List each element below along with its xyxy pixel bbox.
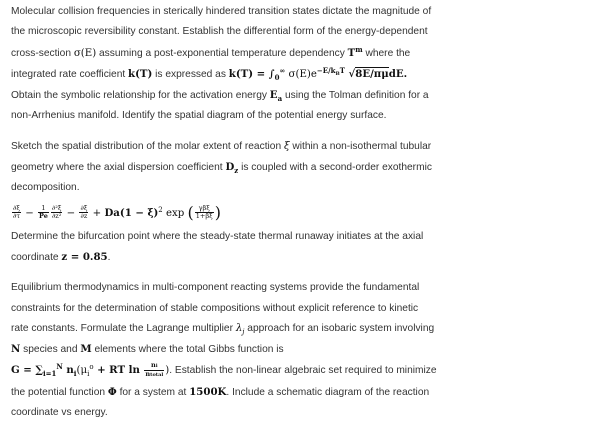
p1-line-6: non-Arrhenius manifold. Identify the spatial diagram of the potential energy surface. (11, 110, 387, 122)
p3-line-2: coordinate z = 0.85. (11, 250, 111, 263)
cross-section-symbol: σ(E) (73, 47, 97, 59)
p4-line-3: rate constants. Formulate the Lagrange multiplier $\lambda_j$ approach for an isobaric system involving (11, 322, 435, 336)
paragraph-collision-frequencies (11, 2, 583, 127)
dispersion-symbol: $D_z$ (225, 161, 239, 176)
element-count-symbol: M (80, 343, 92, 356)
species-count-symbol: N (11, 343, 21, 356)
paragraph-gap (11, 127, 583, 137)
eq-frac-exponent: $\frac{\text{γβξ}}{1+\beta\xi}$ (195, 204, 213, 221)
temperature-power-symbol: $T^m$ (347, 44, 363, 59)
p1-line-1: Molecular collision frequencies in sterically hindered transition states dictate the magnitude of (11, 6, 432, 17)
p4-line-5: $G = \sum_{i=1}^N$ $n_i(\mu_i^o$ + RT ln $\frac{ni}{\text{ntotal}}$ ). Establish the non-linear algebraic set required to minimize (11, 360, 437, 379)
paragraph-gibbs-minimization (11, 278, 583, 423)
document-page (11, 2, 583, 423)
paragraph-tubular-reactor (11, 137, 583, 199)
p4-line-2: constraints for the determination of stable compositions without explicit reference to kinetic (11, 302, 419, 314)
p1-line-5: Obtain the symbolic relationship for the activation energy $E_a$ using the Tolman definition for a (11, 89, 429, 104)
eq-frac-one-over-pe: $\frac{1}{Pe}$ (39, 204, 48, 221)
p1-line-4: integrated rate coefficient k(T) is expressed as $k(T) = \int_0^\infty$ $\sigma(E)e^{-E/kBT}$ √8E/πμdE. (11, 65, 408, 82)
dispersion-equation: $\frac{\partial\xi}{\partial\tau}$ − $\frac{1}{Pe}$ $\frac{\text{∂²ξ}}{\text{∂z²}}$ − $\frac{\partial\xi}{\partial z}$ + $Da(1 - \xi)^2$ exp ( $\frac{\text{γβξ}}{1+\beta\xi}$ ) (13, 202, 221, 222)
eq-frac-second-derivative: $\frac{\text{∂²ξ}}{\text{∂z²}}$ (51, 204, 62, 221)
p4-line-4: N species and M elements where the total Gibbs function is (11, 343, 284, 356)
p2-line-1: Sketch the spatial distribution of the molar extent of reaction ξ within a non-isothermal tubular (11, 140, 432, 152)
extent-symbol: ξ (283, 140, 290, 152)
p4-line-1: Equilibrium thermodynamics in multi-component reacting systems provide the fundamental (11, 282, 420, 294)
p2-line-2: geometry where the axial dispersion coefficient $D_z$ is coupled with a second-order exothermic (11, 161, 432, 176)
paragraph-bifurcation (11, 227, 583, 269)
p3-line-1: Determine the bifurcation point where the steady-state thermal runaway initiates at the axial (11, 230, 424, 242)
lagrange-multiplier-symbol: $\lambda_j$ (235, 322, 245, 336)
p2-line-3: decomposition. (11, 182, 80, 194)
rate-integral-equation: $k(T) = \int_0^\infty$ $\sigma(E)e^{-E/kBT}$ √8E/πμdE. (228, 65, 408, 82)
eq-frac-dxi-dz: $\frac{\partial\xi}{\partial z}$ (80, 204, 88, 221)
p1-line-3: cross-section σ(E) assuming a post-exponential temperature dependency $T^m$ where the (11, 44, 411, 59)
rate-coefficient-symbol: k(T) (128, 67, 153, 80)
gibbs-equation: $G = \sum_{i=1}^N$ $n_i(\mu_i^o$ + RT ln $\frac{ni}{\text{ntotal}}$ ) (11, 360, 170, 379)
eq-damkohler-term: $Da(1 - \xi)^2$ (104, 205, 163, 219)
paragraph-gap (11, 268, 583, 278)
axial-coordinate-value: z = 0.85 (61, 250, 108, 263)
potential-function-symbol: Φ (107, 385, 117, 398)
p4-line-6: the potential function Φ for a system at 1500K. Include a schematic diagram of the reaction (11, 385, 430, 398)
mole-fraction: $\frac{ni}{\text{ntotal}}$ (145, 360, 164, 378)
eq-frac-dxi-dtau: $\frac{\partial\xi}{\partial\tau}$ (13, 204, 20, 221)
temperature-value: 1500K (189, 385, 227, 398)
p4-line-7: coordinate vs energy. (11, 407, 108, 419)
activation-energy-symbol: $E_a$ (269, 89, 283, 104)
p1-line-2: the microscopic reversibility constant. Establish the differential form of the energy-dependent (11, 26, 428, 38)
